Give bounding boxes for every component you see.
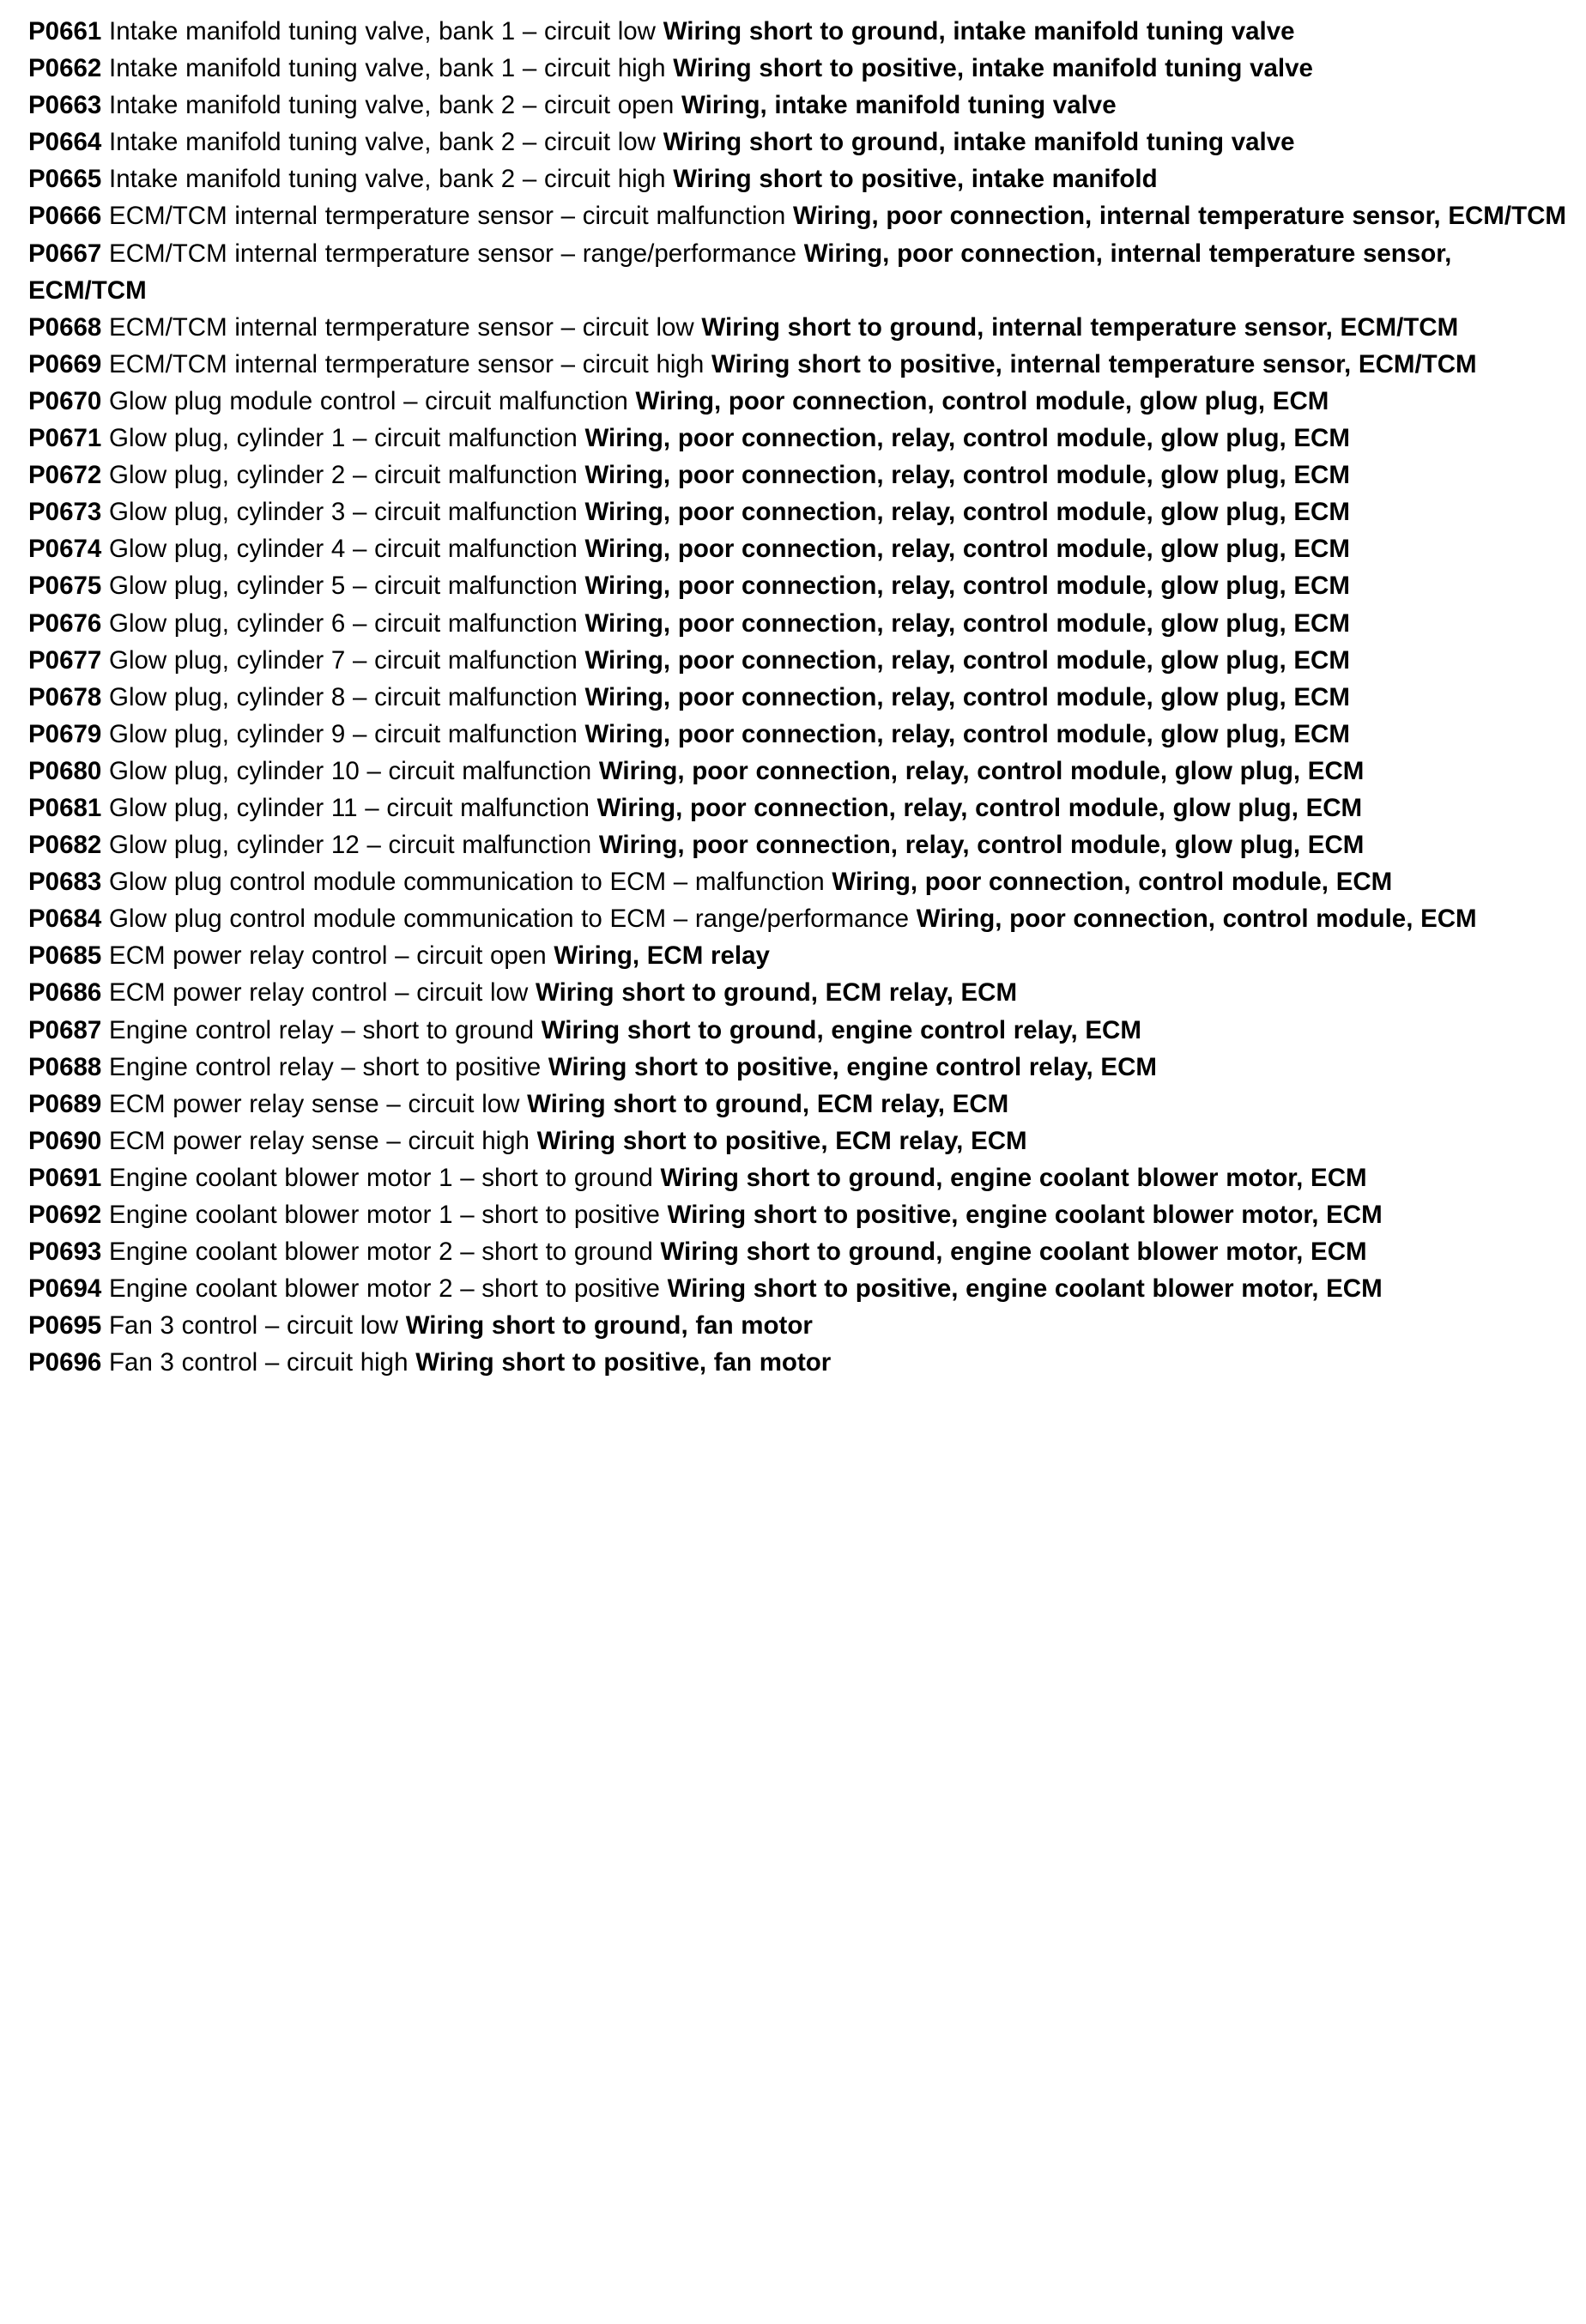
dtc-code: P0677 (28, 645, 102, 675)
dtc-entry (28, 1086, 1569, 1123)
dtc-description: ECM/TCM internal termperature sensor – circuit high (109, 349, 705, 378)
dtc-cause: Wiring, poor connection, control module, glow plug, ECM (635, 386, 1329, 415)
dtc-description: Fan 3 control – circuit high (109, 1348, 409, 1377)
dtc-cause: Wiring, poor connection, relay, control module, glow plug, ECM (584, 645, 1350, 675)
dtc-code: P0683 (28, 868, 102, 897)
dtc-cause: Wiring, poor connection, control module, ECM (916, 905, 1477, 934)
dtc-cause: Wiring, poor connection, relay, control module, glow plug, ECM (584, 572, 1350, 601)
dtc-cause: Wiring, poor connection, relay, control module, glow plug, ECM (584, 461, 1350, 490)
dtc-cause: Wiring, poor connection, relay, control module, glow plug, ECM (584, 535, 1350, 564)
dtc-cause: Wiring, poor connection, relay, control module, glow plug, ECM (584, 498, 1350, 527)
dtc-entry (28, 642, 1569, 679)
dtc-code: P0667 (28, 239, 102, 268)
dtc-code: P0663 (28, 91, 102, 120)
dtc-cause: Wiring short to positive, internal temperature sensor, ECM/TCM (711, 349, 1477, 378)
dtc-code: P0689 (28, 1089, 102, 1118)
dtc-cause: Wiring short to positive, engine coolant blower motor, ECM (667, 1201, 1383, 1229)
dtc-cause: Wiring, intake manifold tuning valve (681, 91, 1117, 120)
dtc-code: P0669 (28, 349, 102, 378)
dtc-entry (28, 1012, 1569, 1049)
dtc-description: Glow plug, cylinder 11 – circuit malfunction (109, 793, 590, 822)
dtc-entry (28, 309, 1569, 346)
dtc-description: Fan 3 control – circuit low (109, 1311, 398, 1341)
dtc-description: Glow plug, cylinder 2 – circuit malfunction (109, 461, 578, 490)
dtc-code: P0674 (28, 535, 102, 564)
dtc-code: P0680 (28, 756, 102, 785)
dtc-cause: Wiring, poor connection, relay, control module, glow plug, ECM (598, 756, 1365, 785)
dtc-code: P0694 (28, 1274, 102, 1304)
dtc-entry (28, 383, 1569, 420)
dtc-description: Intake manifold tuning valve, bank 1 – circuit low (109, 17, 656, 45)
dtc-code: P0678 (28, 682, 102, 711)
dtc-entry (28, 1233, 1569, 1270)
dtc-cause: Wiring, poor connection, internal temperature sensor, ECM/TCM (793, 202, 1566, 231)
dtc-cause: Wiring short to ground, engine coolant blower motor, ECM (660, 1163, 1367, 1192)
dtc-code: P0662 (28, 54, 102, 83)
dtc-cause: Wiring, ECM relay (554, 941, 770, 971)
dtc-cause: Wiring short to ground, ECM relay, ECM (536, 978, 1018, 1008)
dtc-cause: Wiring short to positive, engine control relay, ECM (548, 1052, 1157, 1081)
dtc-description: Glow plug control module communication to ECM – malfunction (109, 868, 825, 897)
dtc-code: P0685 (28, 941, 102, 971)
dtc-description: Engine coolant blower motor 1 – short to ground (109, 1163, 653, 1192)
dtc-cause: Wiring short to ground, fan motor (405, 1311, 813, 1341)
dtc-description: Glow plug, cylinder 8 – circuit malfunction (109, 682, 578, 711)
dtc-code: P0684 (28, 905, 102, 934)
dtc-description: Glow plug, cylinder 5 – circuit malfunction (109, 572, 578, 601)
dtc-entry (28, 235, 1569, 309)
dtc-entry (28, 605, 1569, 642)
dtc-cause: Wiring short to ground, intake manifold tuning valve (663, 128, 1295, 157)
dtc-cause: Wiring short to positive, ECM relay, ECM (536, 1126, 1027, 1155)
dtc-description: Engine control relay – short to positive (109, 1052, 542, 1081)
dtc-description: Glow plug, cylinder 9 – circuit malfunction (109, 719, 578, 748)
dtc-entry (28, 1344, 1569, 1381)
dtc-entry (28, 1159, 1569, 1196)
dtc-entry (28, 1307, 1569, 1344)
dtc-entry (28, 457, 1569, 493)
dtc-entry (28, 826, 1569, 863)
dtc-entry (28, 493, 1569, 530)
dtc-description: Engine control relay – short to ground (109, 1015, 534, 1044)
dtc-code: P0665 (28, 165, 102, 194)
dtc-code: P0696 (28, 1348, 102, 1377)
dtc-cause: Wiring short to ground, engine control relay, ECM (541, 1015, 1141, 1044)
dtc-cause: Wiring short to ground, ECM relay, ECM (527, 1089, 1009, 1118)
dtc-description: ECM/TCM internal termperature sensor – range/performance (109, 239, 796, 268)
dtc-code: P0693 (28, 1238, 102, 1267)
dtc-entry (28, 160, 1569, 197)
dtc-code: P0679 (28, 719, 102, 748)
dtc-code: P0673 (28, 498, 102, 527)
dtc-cause: Wiring, poor connection, relay, control module, glow plug, ECM (584, 424, 1350, 453)
dtc-code: P0690 (28, 1126, 102, 1155)
dtc-code: P0666 (28, 202, 102, 231)
dtc-cause: Wiring short to positive, engine coolant blower motor, ECM (667, 1274, 1383, 1304)
dtc-cause: Wiring, poor connection, relay, control module, glow plug, ECM (598, 831, 1365, 860)
dtc-entry (28, 790, 1569, 826)
dtc-description: Glow plug, cylinder 7 – circuit malfunction (109, 645, 578, 675)
dtc-description: Engine coolant blower motor 2 – short to ground (109, 1238, 653, 1267)
dtc-entry (28, 530, 1569, 567)
dtc-code: P0664 (28, 128, 102, 157)
dtc-description: ECM power relay control – circuit open (109, 941, 547, 971)
dtc-description: Engine coolant blower motor 2 – short to positive (109, 1274, 660, 1304)
dtc-code: P0672 (28, 461, 102, 490)
dtc-description: Glow plug control module communication to ECM – range/performance (109, 905, 910, 934)
dtc-cause: Wiring short to ground, engine coolant blower motor, ECM (660, 1238, 1367, 1267)
dtc-description: Glow plug, cylinder 1 – circuit malfunction (109, 424, 578, 453)
dtc-description: ECM power relay sense – circuit low (109, 1089, 520, 1118)
dtc-entry (28, 1270, 1569, 1307)
dtc-cause: Wiring short to positive, fan motor (415, 1348, 832, 1377)
dtc-cause: Wiring, poor connection, internal temperature sensor, ECM/TCM (28, 239, 1452, 305)
dtc-entry (28, 974, 1569, 1011)
dtc-entry (28, 753, 1569, 790)
dtc-cause: Wiring, poor connection, relay, control module, glow plug, ECM (596, 793, 1363, 822)
dtc-description: Intake manifold tuning valve, bank 2 – circuit open (109, 91, 675, 120)
dtc-description: ECM power relay control – circuit low (109, 978, 529, 1008)
dtc-description: Glow plug, cylinder 10 – circuit malfunction (109, 756, 592, 785)
dtc-entry (28, 863, 1569, 900)
dtc-description: Glow plug, cylinder 3 – circuit malfunction (109, 498, 578, 527)
dtc-description: ECM/TCM internal termperature sensor – circuit malfunction (109, 202, 786, 231)
dtc-description: Intake manifold tuning valve, bank 1 – circuit high (109, 54, 666, 83)
dtc-entry (28, 567, 1569, 604)
dtc-description: Glow plug, cylinder 4 – circuit malfunction (109, 535, 578, 564)
dtc-cause: Wiring short to ground, internal temperature sensor, ECM/TCM (701, 312, 1459, 342)
dtc-cause: Wiring short to ground, intake manifold tuning valve (663, 17, 1295, 45)
dtc-cause: Wiring, poor connection, relay, control module, glow plug, ECM (584, 682, 1350, 711)
dtc-code: P0676 (28, 608, 102, 638)
dtc-code: P0661 (28, 17, 102, 45)
dtc-description: Intake manifold tuning valve, bank 2 – circuit high (109, 165, 666, 194)
dtc-code: P0695 (28, 1311, 102, 1341)
dtc-cause: Wiring short to positive, intake manifold tuning valve (673, 54, 1313, 83)
dtc-description: Glow plug, cylinder 6 – circuit malfunction (109, 608, 578, 638)
dtc-code: P0675 (28, 572, 102, 601)
dtc-code: P0668 (28, 312, 102, 342)
dtc-entry (28, 13, 1569, 50)
dtc-description: Intake manifold tuning valve, bank 2 – circuit low (109, 128, 656, 157)
dtc-cause: Wiring, poor connection, relay, control module, glow plug, ECM (584, 608, 1350, 638)
dtc-description: ECM/TCM internal termperature sensor – circuit low (109, 312, 694, 342)
dtc-cause: Wiring short to positive, intake manifold (673, 165, 1158, 194)
dtc-code: P0687 (28, 1015, 102, 1044)
dtc-entry (28, 1196, 1569, 1233)
dtc-code: P0688 (28, 1052, 102, 1081)
dtc-description: Glow plug, cylinder 12 – circuit malfunction (109, 831, 592, 860)
dtc-entry (28, 1123, 1569, 1159)
dtc-code: P0682 (28, 831, 102, 860)
dtc-entry (28, 900, 1569, 937)
dtc-entry (28, 937, 1569, 974)
dtc-entry (28, 197, 1569, 234)
dtc-entry (28, 87, 1569, 124)
dtc-entry (28, 420, 1569, 457)
dtc-entry (28, 1049, 1569, 1086)
dtc-entry (28, 124, 1569, 160)
dtc-code: P0691 (28, 1163, 102, 1192)
dtc-code: P0671 (28, 424, 102, 453)
dtc-entry (28, 679, 1569, 716)
dtc-description: Glow plug module control – circuit malfunction (109, 386, 628, 415)
dtc-description: ECM power relay sense – circuit high (109, 1126, 530, 1155)
dtc-entry (28, 716, 1569, 753)
dtc-entry (28, 346, 1569, 383)
dtc-code: P0686 (28, 978, 102, 1008)
dtc-entry (28, 50, 1569, 87)
dtc-description: Engine coolant blower motor 1 – short to positive (109, 1201, 660, 1229)
dtc-code: P0692 (28, 1201, 102, 1229)
dtc-cause: Wiring, poor connection, relay, control module, glow plug, ECM (584, 719, 1350, 748)
dtc-code: P0681 (28, 793, 102, 822)
dtc-cause: Wiring, poor connection, control module, ECM (832, 868, 1393, 897)
dtc-code: P0670 (28, 386, 102, 415)
